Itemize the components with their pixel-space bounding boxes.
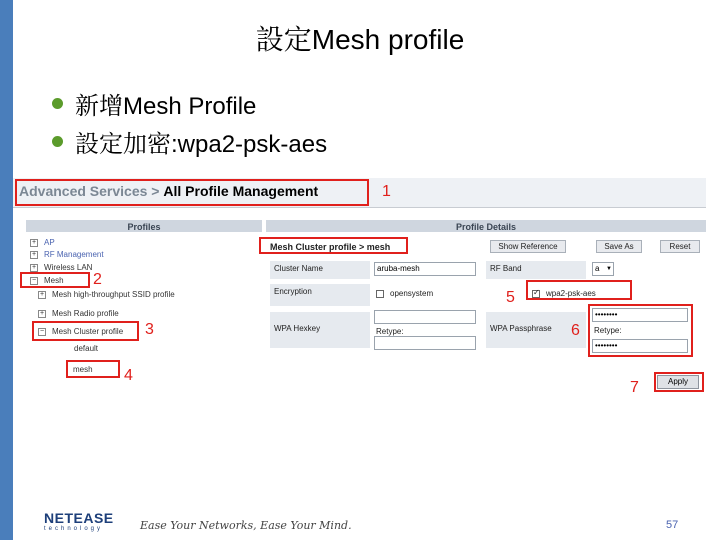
callout-2: 2 [93,271,102,288]
retype-label-2: Retype: [594,326,622,335]
breadcrumb-current: All Profile Management [163,183,319,199]
breadcrumb-parent[interactable]: Advanced Services [19,183,148,199]
bullet-text: 設定加密:wpa2-psk-aes [75,130,328,158]
details-header: Profile Details [266,220,706,234]
callout-1: 1 [382,183,391,200]
cluster-name-label: Cluster Name [270,261,370,279]
footer-slogan: Ease Your Networks, Ease Your Mind. [140,519,352,532]
collapse-icon[interactable]: − [39,327,45,335]
callout-6: 6 [571,322,580,339]
bullet-list [52,84,327,160]
apply-button[interactable]: Apply [657,375,699,389]
expand-icon[interactable]: + [31,238,37,246]
accent-bar [0,0,13,540]
tree-item-mesh-instance[interactable]: mesh [73,365,93,374]
callout-4: 4 [124,367,133,384]
save-as-button[interactable]: Save As [596,240,642,253]
retype-label-1: Retype: [376,327,404,336]
highlight-box-2 [20,272,90,288]
highlight-box-path [259,237,408,254]
enc-opensystem[interactable]: opensystem [376,289,433,298]
wpa-hexkey-retype-input[interactable] [374,336,476,350]
netease-logo: NETEASE technology [44,510,114,532]
wpa-passphrase-input[interactable]: •••••••• [592,308,688,322]
tree-item-mesh-cluster[interactable]: − Mesh Cluster profile [39,327,124,336]
wpa-hexkey-input[interactable] [374,310,476,324]
highlight-box-4 [66,360,120,378]
enc-wpa2-psk-aes[interactable]: ✓ wpa2-psk-aes [532,289,596,298]
rf-band-select[interactable]: a ▼ [592,262,614,276]
expand-icon[interactable]: + [39,309,45,317]
wpa-hexkey-label: WPA Hexkey [270,312,370,348]
title-cjk: 設定 [255,23,312,56]
callout-5: 5 [506,289,515,306]
reset-button[interactable]: Reset [660,240,700,253]
callout-7: 7 [630,379,639,396]
profiles-header: Profiles [26,220,262,234]
expand-icon[interactable]: + [39,290,45,298]
show-reference-button[interactable]: Show Reference [490,240,566,253]
tree-item-ap[interactable]: + AP [31,238,55,247]
collapse-icon[interactable]: − [31,276,37,284]
wpa-passphrase-label: WPA Passphrase [486,312,586,348]
highlight-box-7 [654,372,704,392]
rf-band-label: RF Band [486,261,586,279]
bullet-item [52,84,327,122]
details-path: Mesh Cluster profile > mesh [270,242,391,252]
tree-item-default[interactable]: default [74,344,99,353]
cluster-name-input[interactable]: aruba-mesh [374,262,476,276]
highlight-box-5 [526,280,632,300]
highlight-box-1 [15,179,369,206]
tree-item-rf-management[interactable]: + RF Management [31,250,104,259]
bullet-item [52,122,327,160]
page-number: 57 [666,519,679,531]
tree-item-mesh-ht-ssid[interactable]: + Mesh high-throughput SSID profile [39,290,175,299]
slide-title [0,18,720,58]
chevron-down-icon: ▼ [606,266,612,272]
encryption-label: Encryption [270,284,370,306]
tree-item-mesh[interactable]: − Mesh [31,276,64,285]
bullet-dot-icon [52,136,63,147]
bullet-text: 新增Mesh Profile [75,92,257,120]
highlight-box-3 [32,321,139,341]
expand-icon[interactable]: + [31,263,37,271]
expand-icon[interactable]: + [31,250,37,258]
wpa-passphrase-retype-input[interactable]: •••••••• [592,339,688,353]
title-en: Mesh profile [311,24,465,55]
callout-3: 3 [145,321,154,338]
tree-item-wireless-lan[interactable]: + Wireless LAN [31,263,93,272]
tree-item-mesh-radio[interactable]: + Mesh Radio profile [39,309,119,318]
breadcrumb-separator: > [151,183,160,199]
checkbox-opensystem[interactable] [376,290,384,298]
highlight-box-6 [588,304,693,357]
bullet-dot-icon [52,98,63,109]
